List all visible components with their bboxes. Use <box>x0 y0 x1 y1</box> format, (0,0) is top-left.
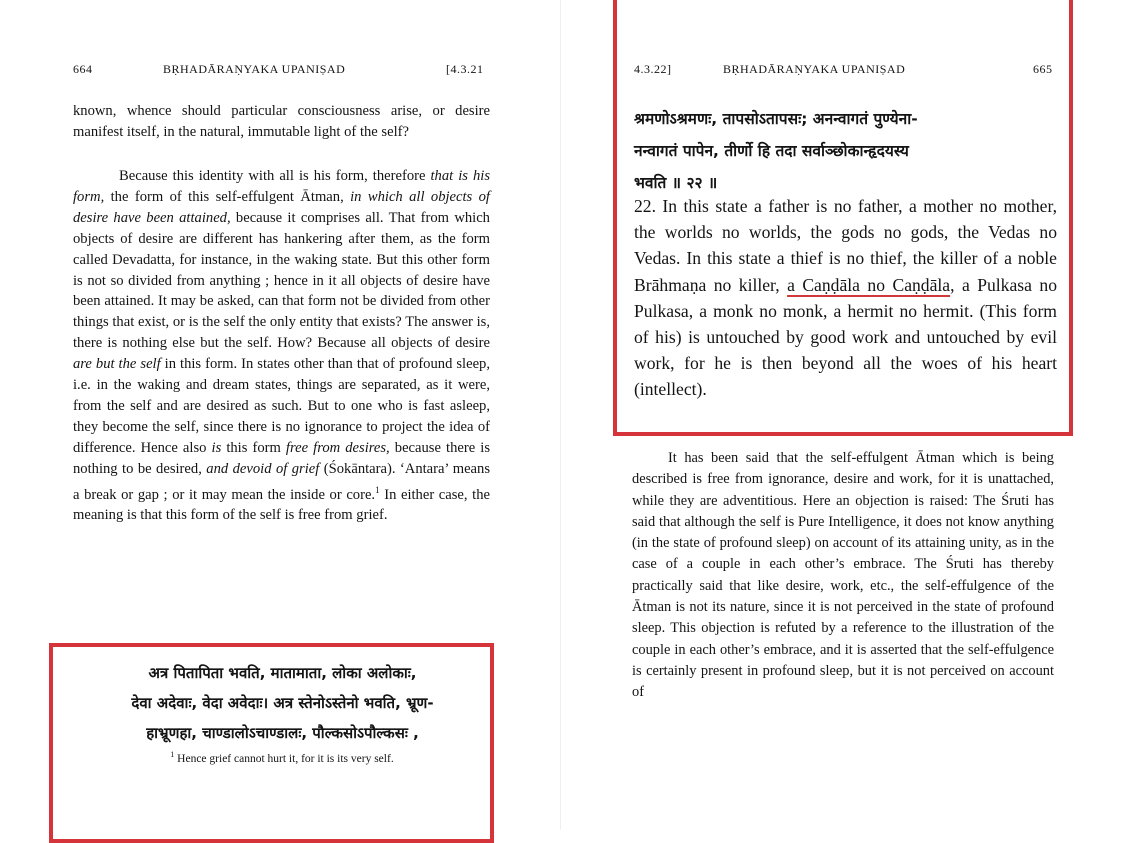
left-running-title: BṚHADĀRAṆYAKA UPANIṢAD <box>163 62 346 76</box>
left-footnote: $^1$ Hence grief cannot hurt it, for it is its very self. <box>170 750 394 765</box>
right-sanskrit-verse: श्रमणोऽश्रमणः, तापसोऽतापसः; अनन्वागतं पुण्येना- नन्वागतं पापेन, तीर्णो हि तदा सर्वाञ्छोकान्हृदयस्य भवति ॥ २२ ॥ <box>634 110 918 192</box>
right-page-number: 665 <box>1033 62 1053 76</box>
left-sanskrit-verse: अत्र पितापिता भवति, मातामाता, लोका अलोकाः, देवा अदेवाः, वेदा अवेदाः। अत्र स्तेनोऽस्तेनो भवति, भ्रूण- हाभ्रूणहा, चाण्डालोऽचाण्डालः, पौल्कसोऽपौल्कसः , <box>131 664 434 742</box>
left-paragraph-1: known, whence should particular consciousness arise, or desire manifest itself, in the natural, immutable light of the self? <box>73 103 490 140</box>
left-paragraph-2: Because this identity with all is his form, therefore that is his form, the form of this self-effulgent Ātman, in which all objects of desire have been attained, because it comprises all. That from which objects of desire are different has hankering after them, as the form called Devadatta, for instance, in the waking state. But this other form is not so divided from anything ; hence in it all objects of desire have been attained. It may be asked, can that form not be divided from other things that exist, or is the self the only entity that exists? The answer is, there is nothing else but the self. How? Because all objects of desire are but the self in this form. In states other than that of profound sleep, i.e. in the waking and dream states, things are separated, as it were, from the self and are desired as such. But to one who is fast asleep, they become the self, since there is no ignorance to project the idea of difference. Hence also is this form free from desires, because there is nothing to be desired, and devoid of grief (Śokāntara). ‘Antara’ means a break or gap ; or it may mean the inside or core.$^1$ In either case, the meaning is that this form of the self is free from grief. <box>73 168 491 524</box>
verse-22-translation: 22. In this state a father is no father, a mother no mother, the worlds no worlds, the gods no gods, the Vedas no Vedas. In this state a thief is no thief, the killer of a noble Brāhmaṇa no killer, a Caṇḍāla no Caṇḍāla, a Pulkasa no Pulkasa, a monk no monk, a hermit no hermit. (This form of his) is untouched by good work and untouched by evil work, for he is then beyond all the woes of his heart (intellect). <box>634 196 1057 400</box>
left-page-number: 664 <box>73 62 93 76</box>
right-section-ref: 4.3.22] <box>634 62 672 76</box>
left-page <box>0 0 560 830</box>
right-running-title: BṚHADĀRAṆYAKA UPANIṢAD <box>723 62 906 76</box>
right-page <box>561 0 1121 830</box>
right-commentary-paragraph: It has been said that the self-effulgent Ātman which is being described is free from ignorance, desire and work, for it is unattached, while they are adventitious. Here an objection is raised: The Śruti has said that although the self is Pure Intelligence, it does not know anything (in the state of profound sleep) on account of its attaining unity, as in the case of a couple in each other’s embrace. The Śruti has thereby practically said that like desire, work, etc., the self-effulgence of the Ātman is not its nature, since it is not perceived in the state of profound sleep. This objection is refuted by a reference to the illustration of the couple in each other’s embrace, and it is asserted that the self-effulgence is certainly present in profound sleep, but it is not perceived on account of <box>632 450 1054 701</box>
left-section-ref: [4.3.21 <box>446 62 484 76</box>
underlined-phrase: a Caṇḍāla no Caṇḍāla <box>787 274 951 295</box>
footnote-ref: 1 <box>375 484 380 495</box>
